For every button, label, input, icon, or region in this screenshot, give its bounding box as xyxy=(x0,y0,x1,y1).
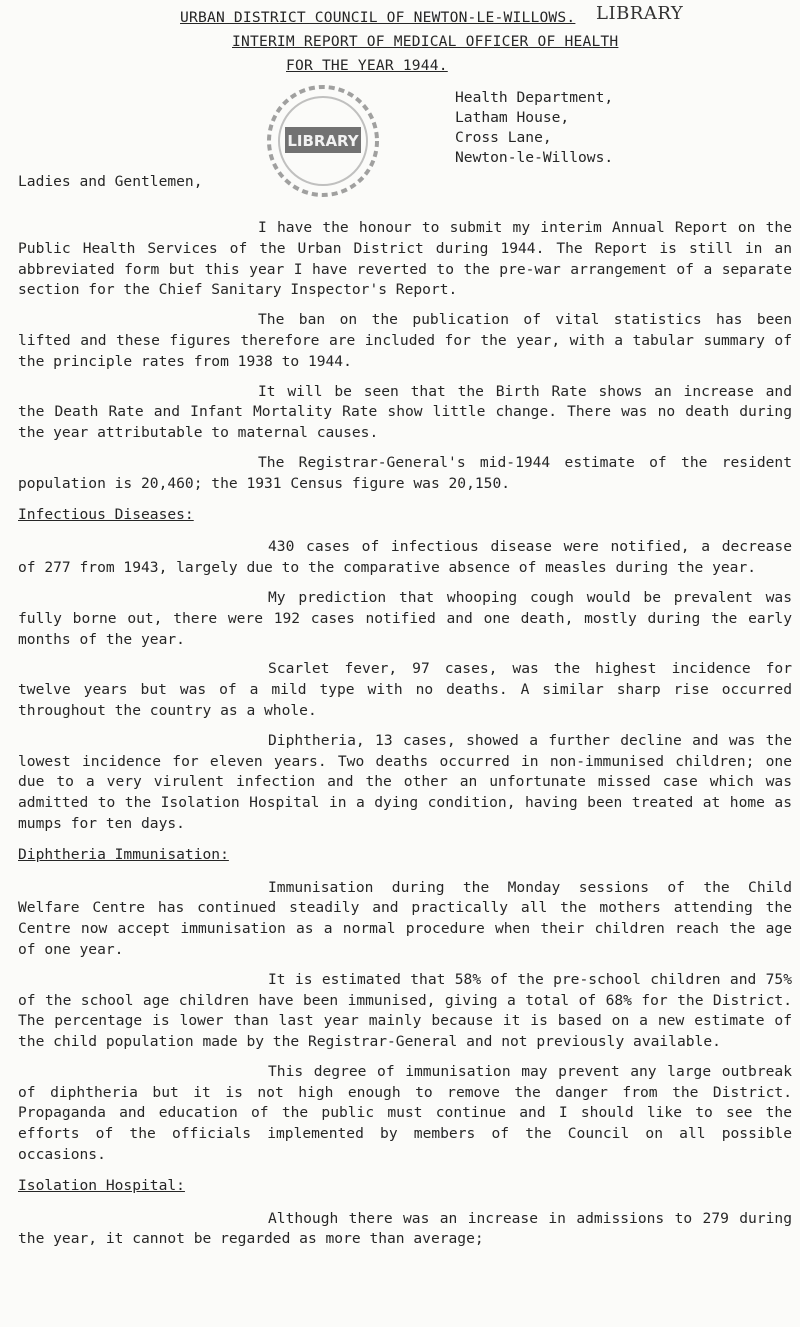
salutation: Ladies and Gentlemen, xyxy=(18,173,203,190)
paragraph-isolation-admissions: Although there was an increase in admissions to 279 during the year, it cannot be regarded as more than average; xyxy=(18,1209,792,1248)
paragraph-whooping-cough: My prediction that whooping cough would be prevalent was fully borne out, there were 192 cases notified and one death, mostly during the early months of the year. xyxy=(18,588,792,648)
paragraph-diphtheria: Diphtheria, 13 cases, showed a further decline and was the lowest incidence for eleven years. Two deaths occurred in non-immunised children; one due to a very virulent infection and the other an unfortunate missed case which was admitted to the Isolation Hospital in a dying condition, having been treated at home as mumps for ten days. xyxy=(18,731,792,832)
report-year: FOR THE YEAR 1944. xyxy=(286,57,448,74)
heading-diphtheria-immunisation: Diphtheria Immunisation: xyxy=(18,845,229,863)
paragraph-population: The Registrar-General's mid-1944 estimate of the resident population is 20,460; the 1931 Census figure was 20,150. xyxy=(18,453,792,492)
paragraph-immunisation-estimate: It is estimated that 58% of the pre-school children and 75% of the school age children have been immunised, giving a total of 68% for the District. The percentage is lower than last year mainly because it is based on a new estimate of the child population made by the Registrar-General and not previously available. xyxy=(18,970,792,1051)
paragraph-intro: I have the honour to submit my interim Annual Report on the Public Health Services of the Urban District during 1944. The Report is still in an abbreviated form but this year I have reverted to the pre-war arrangement of a separate section for the Chief Sanitary Inspector's Report. xyxy=(18,219,792,299)
library-stamp: LIBRARY xyxy=(596,3,684,24)
council-heading: URBAN DISTRICT COUNCIL OF NEWTON-LE-WILLOWS. xyxy=(180,9,576,26)
heading-infectious-diseases: Infectious Diseases: xyxy=(18,505,194,523)
address-line: Latham House, xyxy=(455,109,570,126)
paragraph-scarlet-fever: Scarlet fever, 97 cases, was the highest incidence for twelve years but was of a mild type with no deaths. A similar sharp rise occurred throughout the country as a whole. xyxy=(18,660,792,719)
address-line: Health Department, xyxy=(455,89,614,106)
report-title: INTERIM REPORT OF MEDICAL OFFICER OF HEALTH xyxy=(232,33,619,50)
paragraph-immunisation-sessions: Immunisation during the Monday sessions of the Child Welfare Centre has continued steadily and practically all the mothers attending the Centre now accept immunisation as a normal procedure when their children reach the age of one year. xyxy=(18,878,792,958)
paragraph-immunisation-degree: This degree of immunisation may prevent any large outbreak of diphtheria but it is not high enough to remove the danger from the District. Propaganda and education of the public must continue and I should like to see the efforts of the officials implemented by members of the Council on all possible occasions. xyxy=(18,1062,792,1164)
paragraph-vital-statistics: The ban on the publication of vital statistics has been lifted and these figures therefore are included for the year, with a tabular summary of the principle rates from 1938 to 1944. xyxy=(18,311,792,370)
address-line: Cross Lane, xyxy=(455,129,552,146)
address-line: Newton-le-Willows. xyxy=(455,149,614,166)
paragraph-infectious-total: 430 cases of infectious disease were notified, a decrease of 277 from 1943, largely due to the comparative absence of measles during the year. xyxy=(18,538,792,577)
paragraph-birth-rate: It will be seen that the Birth Rate shows an increase and the Death Rate and Infant Mortality Rate show little change. There was no death during the year attributable to maternal causes. xyxy=(18,382,792,442)
seal-text: LIBRARY xyxy=(287,132,359,150)
report-body xyxy=(18,218,792,1259)
library-seal-stamp xyxy=(263,81,383,201)
heading-isolation-hospital: Isolation Hospital: xyxy=(18,1176,185,1194)
address-block xyxy=(455,88,613,168)
